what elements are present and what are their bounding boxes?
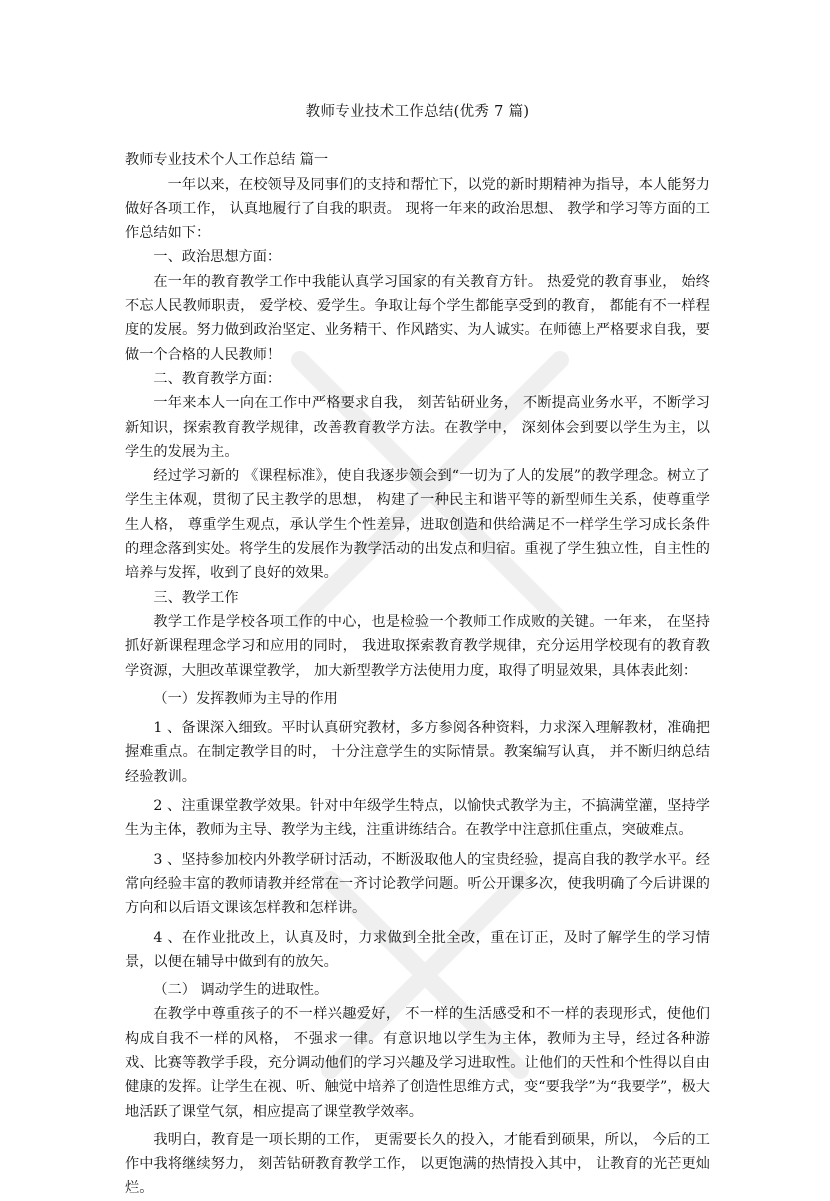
- heading-teaching: 三、教学工作: [153, 589, 239, 606]
- intro-paragraph: 一年以来，在校领导及同事们的支持和帮忙下，以党的新时期精神为指导，本人能努力做好各项工作， 认真地履行了自我的职责。 现将一年来的政治思想、 教学和学习等方面的工作总结如下：: [125, 176, 710, 242]
- paragraph-conclusion: 我明白，教育是一项长期的工作， 更需要长久的投入，才能看到硕果，所以， 今后的工作中我将继续努力， 刻苦钻研教育教学工作， 以更饱满的热情投入其中， 让教育的光芒更灿烂。: [125, 1131, 710, 1197]
- document-title: 教师专业技术工作总结(优秀 7 篇): [305, 104, 530, 120]
- paragraph-political: 在一年的教育教学工作中我能认真学习国家的有关教育方针。 热爱党的教育事业， 始终不忘人民教师职责， 爱学校、爱学生。争取让每个学生都能享受到的教育， 都能有不一样程度的发展。努力做到政治坚定、业务精干、作风踏实、为人诚实。在师德上严格要求自我，要做一个合格的人民教师！: [125, 273, 710, 363]
- heading-education: 二、教育教学方面：: [153, 370, 282, 387]
- list-item: 4 、在作业批改上，认真及时，力求做到全批全改，重在订正，及时了解学生的学习情景，以便在辅导中做到有的放矢。: [125, 929, 710, 970]
- paragraph-teaching: 教学工作是学校各项工作的中心，也是检验一个教师工作成败的关键。一年来， 在坚持抓好新课程理念学习和应用的同时， 我进取探索教育教学规律，充分运用学校现有的教育教学资源，大胆改革课堂教学， 加大新型教学方法使用力度，取得了明显效果，具体表此刻：: [125, 613, 710, 679]
- paragraph-motivation: 在教学中尊重孩子的不一样兴趣爱好， 不一样的生活感受和不一样的表现形式，使他们构成自我不一样的风格， 不强求一律。有意识地以学生为主体，教师为主导，经过各种游戏、比赛等教学手段，充分调动他们的学习兴趣及学习进取性。让他们的天性和个性得以自由健康的发挥。让学生在视、听、触觉中培养了创造性思维方式，变“要我学”为“我要学”，极大地活跃了课堂气氛，相应提高了课堂教学效率。: [125, 1006, 710, 1120]
- list-item: 3 、坚持参加校内外教学研讨活动，不断汲取他人的宝贵经验，提高自我的教学水平。经常向经验丰富的教师请教并经常在一齐讨论教学问题。听公开课多次，使我明确了今后讲课的方向和以后语文课该怎样教和怎样讲。: [125, 851, 710, 917]
- paragraph-education-1: 一年来本人一向在工作中严格要求自我， 刻苦钻研业务， 不断提高业务水平，不断学习新知识，探索教育教学规律，改善教育教学方法。在教学中， 深刻体会到要以学生为主，以学生的发展为主。: [125, 395, 710, 460]
- heading-political: 一、政治思想方面：: [153, 249, 282, 266]
- subheading-teacher-role: （一）发挥教师为主导的作用: [153, 690, 338, 707]
- paragraph-education-2: 经过学习新的 《课程标准》，使自我逐步领会到“一切为了人的发展”的教学理念。树立了学生主体观，贯彻了民主教学的思想， 构建了一种民主和谐平等的新型师生关系，使尊重学生人格， 尊重学生观点，承认学生个性差异，进取创造和供给满足不一样学生学习成长条件的理念落到实处。将学生的发展作为教学活动的出发点和归宿。重视了学生独立性，自主性的培养与发挥，收到了良好的效果。: [125, 468, 710, 582]
- document-page: [125, 100, 710, 1201]
- list-item: 2 、注重课堂教学效果。针对中年级学生特点，以愉快式教学为主，不搞满堂灌，坚持学生为主体，教师为主导、教学为主线，注重讲练结合。在教学中注意抓住重点，突破难点。: [125, 798, 710, 839]
- list-item: 1 、备课深入细致。平时认真研究教材，多方参阅各种资料，力求深入理解教材，准确把握难重点。在制定教学目的时， 十分注意学生的实际情景。教案编写认真， 并不断归纳总结经验教训。: [125, 720, 710, 785]
- subheading-student-motivation: （二） 调动学生的进取性。: [153, 982, 329, 999]
- section-title: 教师专业技术个人工作总结 篇一: [125, 152, 329, 169]
